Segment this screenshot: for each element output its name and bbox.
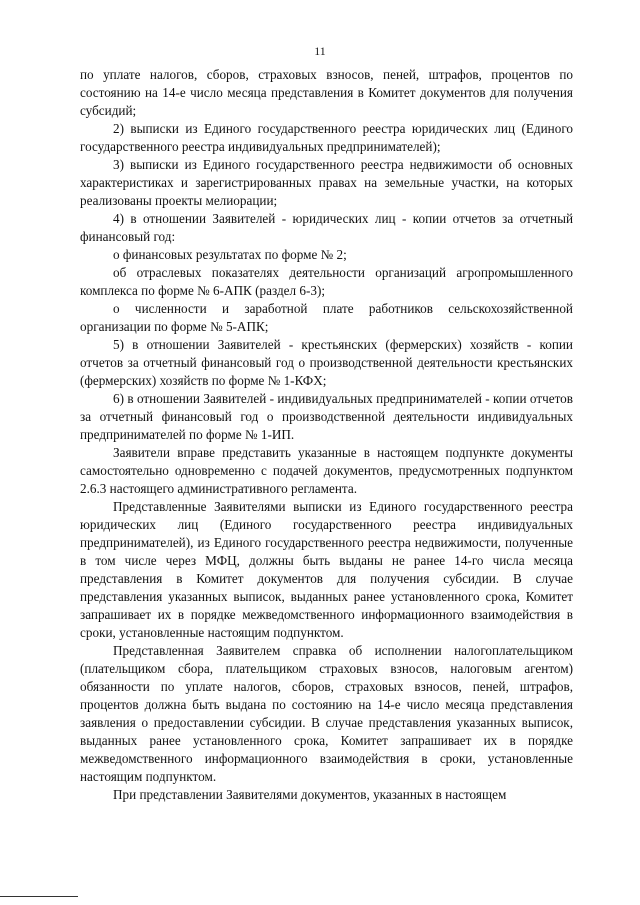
document-body [80,66,573,804]
footnote-divider [0,896,78,897]
paragraph-applicants-right: Заявители вправе представить указанные в настоящем подпункте документы самостоятельно одновременно с подачей документов, предусмотренных подпунктом 2.6.3 настоящего административного регламента. [80,445,573,496]
paragraph-item-4-sub-1: о финансовых результатах по форме № 2; [113,247,347,262]
paragraph-tax-certificate: Представленная Заявителем справка об исполнении налогоплательщиком (плательщиком сбора, плательщиком страховых взносов, налоговым агентом) обязанности по уплате налогов, сборов, страховых взносов, пеней, штрафов, процентов должна быть выдана по состоянию на 14-е число месяца представления заявления о предоставлении субсидии. В случае представления указанных выписок, выданных ранее установленного срока, Комитет запрашивает их в порядке межведомственного информационного взаимодействия в сроки, установленные настоящим подпунктом. [80,643,573,784]
paragraph-item-4-sub-3: о численности и заработной плате работников сельскохозяйственной организации по форме № 5-АПК; [80,301,573,334]
paragraph-item-6: 6) в отношении Заявителей - индивидуальных предпринимателей - копии отчетов за отчетный финансовый год о производственной деятельности индивидуальных предпринимателей по форме № 1-ИП. [80,391,573,442]
paragraph-item-4-sub-2: об отраслевых показателях деятельности организаций агропромышленного комплекса по форме № 6-АПК (раздел 6-3); [80,265,573,298]
paragraph-item-4: 4) в отношении Заявителей - юридических лиц - копии отчетов за отчетный финансовый год: [80,211,573,244]
paragraph-last-fragment: При представлении Заявителями документов, указанных в настоящем [113,787,507,802]
paragraph-item-3: 3) выписки из Единого государственного реестра недвижимости об основных характеристиках и зарегистрированных правах на земельные участки, на которых реализованы проекты мелиорации; [80,157,573,208]
paragraph-item-5: 5) в отношении Заявителей - крестьянских (фермерских) хозяйств - копии отчетов за отчетный финансовый год о производственной деятельности крестьянских (фермерских) хозяйств по форме № 1-КФХ; [80,337,573,388]
page-number: 11 [314,44,326,58]
paragraph-item-2: 2) выписки из Единого государственного реестра юридических лиц (Единого государственного реестра индивидуальных предпринимателей); [80,121,573,154]
paragraph-continuation: по уплате налогов, сборов, страховых взносов, пеней, штрафов, процентов по состоянию на 14-е число месяца представления в Комитет документов для получения субсидий; [80,67,573,118]
paragraph-extracts-validity: Представленные Заявителями выписки из Единого государственного реестра юридических лиц (Единого государственного реестра индивидуальных предпринимателей), из Единого государственного реестра недвижимости, полученные в том числе через МФЦ, должны быть выданы не ранее 14-го числа месяца представления в Комитет документов для получения субсидии. В случае представления указанных выписок, выданных ранее установленного срока, Комитет запрашивает их в порядке межведомственного информационного взаимодействия в сроки, установленные настоящим подпунктом. [80,499,573,640]
